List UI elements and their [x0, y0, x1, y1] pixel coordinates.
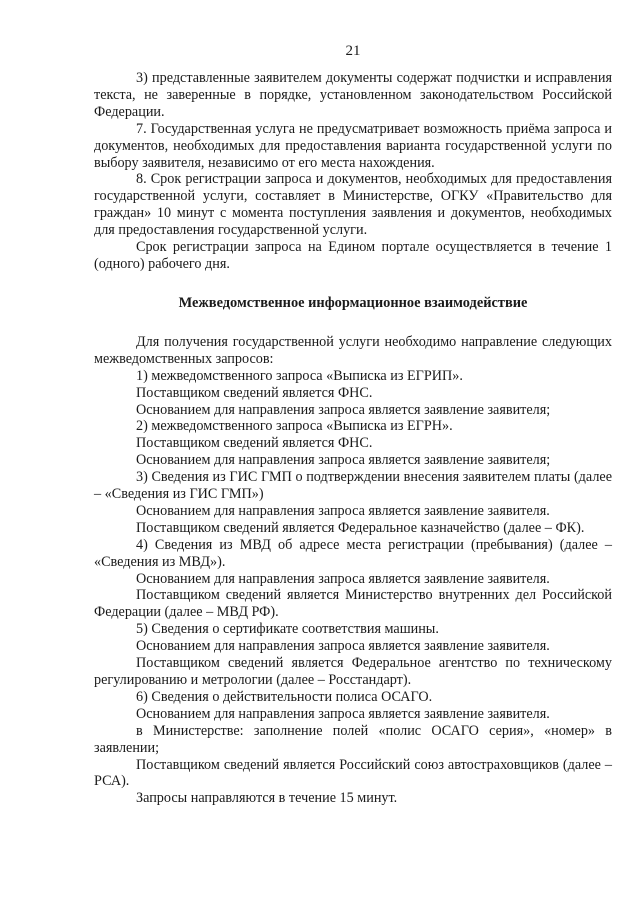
request-6-basis: Основанием для направления запроса является заявление заявителя. — [136, 705, 550, 722]
request-4-provider: Поставщиком сведений является Министерство внутренних дел Российской Федерации (далее – МВД РФ). — [94, 587, 612, 621]
paragraph-portal-registration: Срок регистрации запроса на Едином портале осуществляется в течение 1 (одного) рабочего дня. — [94, 239, 612, 272]
request-1-title: 1) межведомственного запроса «Выписка из ЕГРИП». — [136, 367, 463, 384]
request-2-provider: Поставщиком сведений является ФНС. — [136, 435, 373, 452]
page-number: 21 — [345, 43, 361, 59]
request-3-provider: Поставщиком сведений является Федеральное казначейство (далее – ФК). — [136, 519, 585, 536]
request-3-title: 3) Сведения из ГИС ГМП о подтверждении внесения заявителем платы (далее – «Сведения из ГИС ГМП») — [94, 469, 612, 503]
document-page — [94, 42, 612, 807]
request-2-title: 2) межведомственного запроса «Выписка из ЕГРН». — [136, 418, 453, 435]
request-6-provider: Поставщиком сведений является Российский союз автостраховщиков (далее – РСА). — [94, 756, 612, 790]
requests-timing: Запросы направляются в течение 15 минут. — [136, 790, 398, 807]
request-1-basis: Основанием для направления запроса является заявление заявителя; — [136, 401, 551, 418]
paragraph-item-3: 3) представленные заявителем документы содержат подчистки и исправления текста, не заверенные в порядке, установленном законодательством Российской Федерации. — [94, 70, 612, 120]
request-5-provider: Поставщиком сведений является Федеральное агентство по техническому регулированию и метрологии (далее – Росстандарт). — [94, 655, 612, 688]
request-6-ministry-fields: в Министерстве: заполнение полей «полис ОСАГО серия», «номер» в заявлении; — [94, 722, 612, 756]
request-4-basis: Основанием для направления запроса является заявление заявителя. — [136, 570, 550, 587]
request-6-title: 6) Сведения о действительности полиса ОСАГО. — [136, 688, 433, 705]
request-5-basis: Основанием для направления запроса является заявление заявителя. — [136, 638, 550, 655]
interagency-requests — [94, 334, 612, 807]
paragraph-8: 8. Срок регистрации запроса и документов, необходимых для предоставления государственной услуги, составляет в Министерстве, ОГКУ «Правительство для граждан» 10 минут с момента поступления заявления и документов, необходимых для предоставления государственной услуги. — [94, 171, 612, 239]
request-2-basis: Основанием для направления запроса является заявление заявителя; — [136, 452, 551, 469]
request-4-title: 4) Сведения из МВД об адресе места регистрации (пребывания) (далее – «Сведения из МВД»). — [94, 536, 612, 570]
request-1-provider: Поставщиком сведений является ФНС. — [136, 384, 373, 401]
paragraph-7: 7. Государственная услуга не предусматривает возможность приёма запроса и документов, необходимых для предоставления варианта государственной услуги по выбору заявителя, независимо от его места нахождения. — [94, 120, 612, 171]
request-5-title: 5) Сведения о сертификате соответствия машины. — [136, 621, 439, 638]
paragraph-intro: Для получения государственной услуги необходимо направление следующих межведомственных запросов: — [94, 333, 612, 367]
section-heading: Межведомственное информационное взаимодействие — [178, 294, 528, 311]
request-3-basis: Основанием для направления запроса является заявление заявителя. — [136, 502, 550, 519]
